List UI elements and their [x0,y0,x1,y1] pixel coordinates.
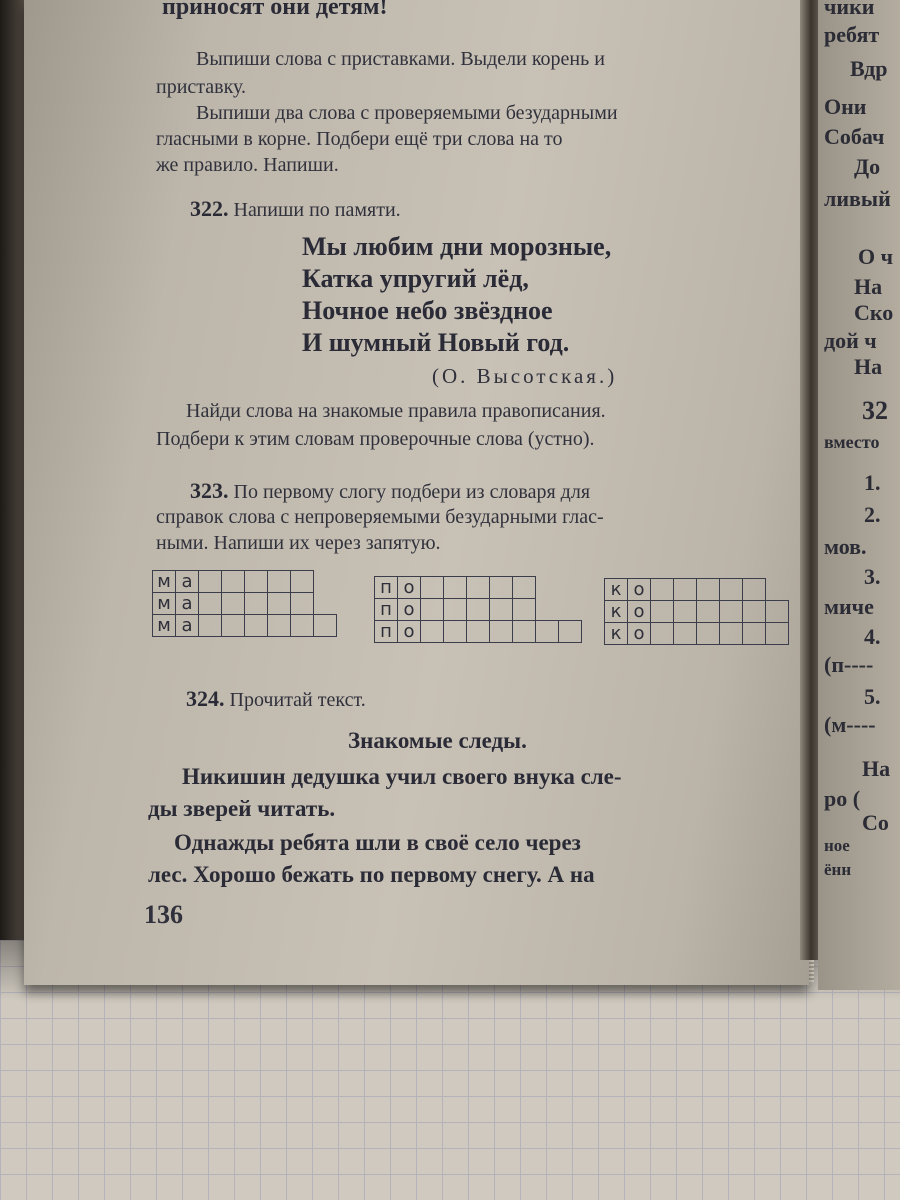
right-line: Со [862,810,889,835]
grid-cell[interactable] [697,623,720,645]
right-line: (м---- [824,712,876,737]
grid-cell[interactable] [513,577,536,599]
exercise-322-task-2: Подбери к этим словам проверочные слова (устно). [156,428,595,450]
grid-cell[interactable] [720,579,743,601]
grid-cell[interactable] [291,571,314,593]
grid-cell[interactable] [222,593,245,615]
grid-blank [766,579,789,601]
grid-cell[interactable] [743,579,766,601]
poem-line-3: Ночное небо звёздное [302,296,553,325]
grid-cell[interactable] [766,623,789,645]
grid-cell-letter: п [375,621,398,643]
grid-row [153,593,337,615]
grid-cell-letter: к [605,579,628,601]
grid-cell[interactable] [743,623,766,645]
right-line: До [854,154,881,179]
grid-cell[interactable] [268,571,291,593]
grid-blank [559,577,582,599]
grid-cell[interactable] [245,615,268,637]
grid-cell-letter: м [153,593,176,615]
grid-cell[interactable] [513,599,536,621]
right-line: 2. [864,502,881,527]
grid-cell[interactable] [222,615,245,637]
grid-blank [536,577,559,599]
grid-cell[interactable] [444,577,467,599]
right-line: (п---- [824,652,874,677]
exercise-323-number: 323. [190,478,229,503]
right-line: миче [824,594,874,619]
text-line-4: лес. Хорошо бежать по первому снегу. А на [148,862,595,887]
grid-cell[interactable] [222,571,245,593]
grid-row [153,615,337,637]
grid-cell[interactable] [720,601,743,623]
grid-row [153,571,337,593]
grid-cell[interactable] [467,621,490,643]
text-line-2: ды зверей читать. [148,796,336,821]
grid-cell-letter: м [153,615,176,637]
grid-cell[interactable] [291,615,314,637]
grid-cell-letter: о [628,601,651,623]
task-line-3: Выпиши два слова с проверяемыми безударными [196,102,618,124]
poem-line-4: И шумный Новый год. [302,328,570,357]
grid-cell[interactable] [245,593,268,615]
task-line-1: Выпиши слова с приставками. Выдели корень и [196,48,605,70]
task-line-4: гласными в корне. Подбери ещё три слова на то [156,128,563,150]
grid-cell[interactable] [743,601,766,623]
grid-cell[interactable] [490,577,513,599]
grid-cell-letter: м [153,571,176,593]
grid-cell[interactable] [421,599,444,621]
grid-cell-letter: а [176,593,199,615]
right-line: 1. [864,470,881,495]
text-line-3: Однажды ребята шли в своё село через [174,830,581,855]
right-line: 3. [864,564,881,589]
right-line: ённ [824,860,852,879]
right-line: На [854,274,883,299]
right-line: вместо [824,432,880,452]
right-line: ливый [824,186,891,211]
letter-grid-ma [152,570,337,637]
right-line: мов. [824,534,867,559]
grid-row [375,577,582,599]
exercise-323-line-1 [190,478,590,504]
grid-cell[interactable] [199,593,222,615]
right-line: ро ( [824,786,861,811]
right-line: чики [824,0,875,19]
book-page-right [818,0,900,990]
grid-cell-letter: о [398,599,421,621]
exercise-324-instruction: Прочитай текст. [229,689,366,711]
grid-cell-letter: а [176,615,199,637]
grid-row [375,599,582,621]
right-line: 32 [862,396,888,425]
page-number: 136 [144,900,183,929]
grid-blank [314,593,337,615]
grid-row [605,579,789,601]
grid-cell-letter: о [628,579,651,601]
right-line: На [854,354,883,379]
poem-line-1: Мы любим дни морозные, [302,232,612,261]
grid-cell-letter: о [628,623,651,645]
right-line: Ско [854,300,894,325]
grid-cell-letter: о [398,621,421,643]
text-title: Знакомые следы. [348,728,527,753]
letter-grid-po [374,576,582,643]
grid-cell[interactable] [651,579,674,601]
grid-cell[interactable] [467,599,490,621]
exercise-322-instruction: Напиши по памяти. [233,199,401,221]
grid-cell[interactable] [421,577,444,599]
right-line: 4. [864,624,881,649]
grid-cell[interactable] [314,615,337,637]
poem-author: (О. Высотская.) [432,364,618,388]
grid-cell-letter: а [176,571,199,593]
grid-cell[interactable] [199,571,222,593]
poem-line-2: Катка упругий лёд, [302,264,529,293]
grid-cell[interactable] [291,593,314,615]
right-line: На [862,756,891,781]
grid-cell-letter: к [605,601,628,623]
grid-cell-letter: о [398,577,421,599]
grid-blank [559,599,582,621]
grid-cell[interactable] [199,615,222,637]
grid-cell[interactable] [490,621,513,643]
grid-cell-letter: п [375,599,398,621]
task-line-2: приставку. [156,76,247,98]
right-line: ребят [824,22,880,47]
grid-cell[interactable] [268,615,291,637]
task-line-5: же правило. Напиши. [156,154,339,176]
grid-cell[interactable] [245,571,268,593]
grid-cell[interactable] [674,601,697,623]
grid-cell[interactable] [651,623,674,645]
grid-cell[interactable] [444,599,467,621]
grid-cell[interactable] [720,623,743,645]
right-line: О ч [858,244,894,269]
grid-cell[interactable] [536,621,559,643]
grid-blank [536,599,559,621]
grid-row [375,621,582,643]
grid-cell[interactable] [766,601,789,623]
exercise-324-header [186,686,366,712]
grid-cell[interactable] [559,621,582,643]
top-line: приносят они детям! [162,0,388,20]
grid-cell[interactable] [674,579,697,601]
grid-cell[interactable] [490,599,513,621]
text-line-1: Никишин дедушка учил своего внука сле- [182,764,622,789]
grid-cell[interactable] [421,621,444,643]
exercise-323-text-2: справок слова с непроверяемыми безударными глас- [156,506,604,528]
grid-cell[interactable] [513,621,536,643]
right-line: ное [824,836,850,855]
right-line: дой ч [824,328,877,353]
exercise-322-number: 322. [190,196,229,221]
grid-blank [314,571,337,593]
exercise-323-text-3: ными. Напиши их через запятую. [156,532,441,554]
grid-row [605,623,789,645]
exercise-324-number: 324. [186,686,225,711]
grid-cell[interactable] [444,621,467,643]
grid-cell[interactable] [467,577,490,599]
exercise-323-text-1: По первому слогу подбери из словаря для [233,481,591,503]
grid-cell[interactable] [697,601,720,623]
grid-cell-letter: к [605,623,628,645]
grid-cell[interactable] [674,623,697,645]
grid-row [605,601,789,623]
grid-cell[interactable] [651,601,674,623]
exercise-322-header [190,196,401,222]
grid-cell-letter: п [375,577,398,599]
right-line: Они [824,94,867,119]
book-page-left [24,0,809,985]
grid-cell[interactable] [697,579,720,601]
right-line: Вдр [850,56,888,81]
letter-grid-ko [604,578,789,645]
right-line: 5. [864,684,881,709]
grid-cell[interactable] [268,593,291,615]
right-line: Собач [824,124,885,149]
exercise-322-task-1: Найди слова на знакомые правила правописания. [186,400,606,422]
